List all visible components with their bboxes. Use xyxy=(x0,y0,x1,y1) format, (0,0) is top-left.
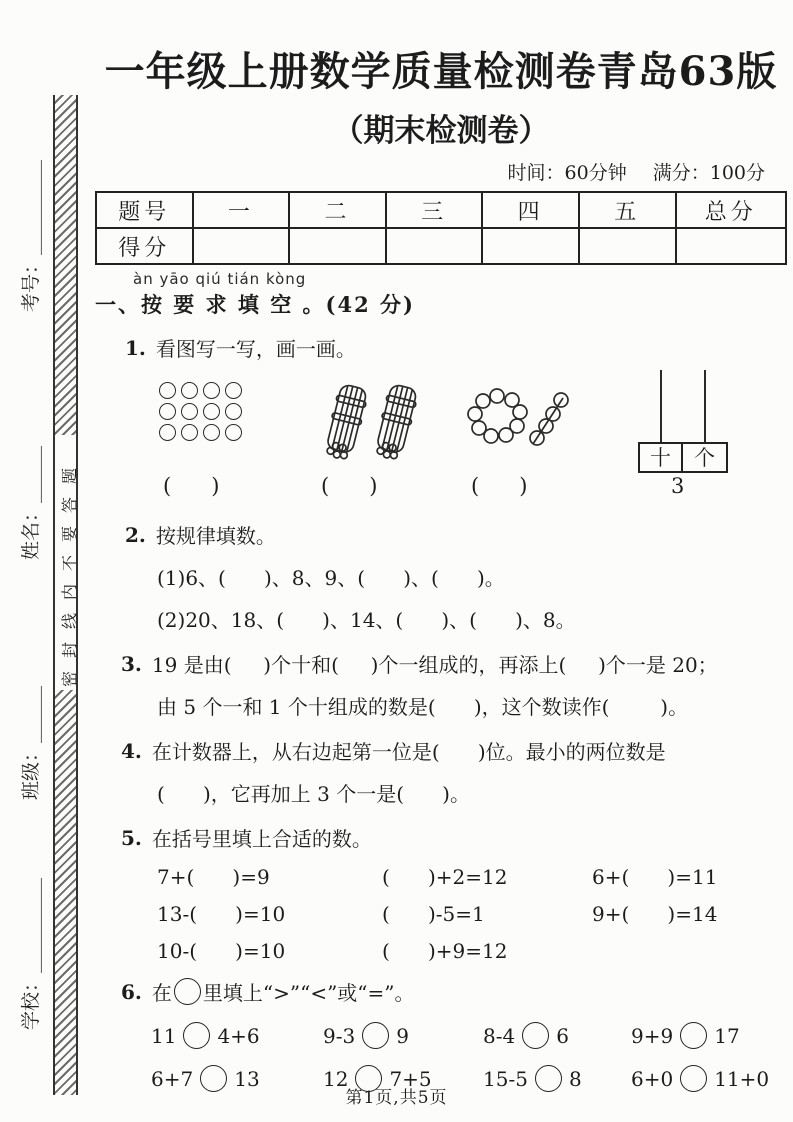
question-2-line-1: (1)6、( )、8、9、( )、( )。 xyxy=(157,566,505,590)
circle-counter xyxy=(203,382,220,399)
answer-blank: ( ) xyxy=(321,474,378,498)
answer-blank: ( ) xyxy=(163,474,220,498)
question-3-number: 3. xyxy=(121,651,142,676)
left-expression: 15-5 xyxy=(483,1066,528,1091)
seal-hatch-bottom xyxy=(55,690,76,1095)
circle-counter xyxy=(181,424,198,441)
question-6-text xyxy=(121,977,787,1006)
counting-circles-figure xyxy=(159,382,242,441)
compare-circle-blank xyxy=(680,1022,707,1049)
circle-counter xyxy=(203,424,220,441)
score-cell xyxy=(579,228,676,264)
comparison-item xyxy=(323,1022,483,1049)
comparison-item xyxy=(631,1022,787,1049)
score-cell xyxy=(482,228,579,264)
place-value-counter-figure xyxy=(635,370,731,473)
score-cell xyxy=(386,228,483,264)
question-3-line-1 xyxy=(121,649,787,678)
equation: 9+( )=14 xyxy=(592,902,718,926)
class-field: 班级：______ xyxy=(20,685,42,800)
right-expression: 7+5 xyxy=(389,1066,432,1091)
equation: 13-( )=10 xyxy=(157,902,286,926)
seal-line-strip xyxy=(53,95,78,1095)
left-expression: 9-3 xyxy=(323,1023,356,1048)
exam-info-line xyxy=(95,158,787,185)
section-5-header: 五 xyxy=(579,192,676,228)
section-1-heading: 一、按 要 求 填 空 。(42 分) xyxy=(95,292,415,317)
right-expression: 11+0 xyxy=(714,1066,770,1091)
circle-counter xyxy=(159,424,176,441)
bead-ring-figure xyxy=(463,382,573,470)
circle-counter xyxy=(181,403,198,420)
left-expression: 6+7 xyxy=(151,1066,194,1091)
section-3-header: 三 xyxy=(386,192,483,228)
seal-hatch-top xyxy=(55,95,76,435)
question-5-prompt: 在括号里填上合适的数。 xyxy=(151,827,372,851)
circle-counter xyxy=(225,382,242,399)
equation: 10-( )=10 xyxy=(157,939,286,963)
circle-counter xyxy=(203,403,220,420)
question-2-text xyxy=(125,520,787,549)
right-expression: 4+6 xyxy=(217,1023,260,1048)
right-expression: 9 xyxy=(396,1023,409,1048)
circle-counter xyxy=(159,403,176,420)
seal-warning-text: 密封线内不要答题 xyxy=(60,454,79,687)
question-5-row-2 xyxy=(157,902,787,926)
question-5-row-3 xyxy=(157,939,787,963)
right-expression: 13 xyxy=(234,1066,260,1091)
ones-label: 个 xyxy=(683,442,728,473)
compare-circle-icon xyxy=(174,978,201,1005)
left-expression: 6+0 xyxy=(631,1066,674,1091)
answer-given-value: 3 xyxy=(671,474,685,498)
compare-circle-blank xyxy=(362,1022,389,1049)
score-table xyxy=(95,191,787,265)
left-expression: 8-4 xyxy=(483,1023,516,1048)
question-6-row-1 xyxy=(151,1022,787,1049)
left-expression: 9+9 xyxy=(631,1023,674,1048)
question-6-suffix: 里填上“>”“<”或“=”。 xyxy=(202,981,415,1005)
paper-subtitle: （期末检测卷） xyxy=(332,113,550,149)
question-1-number: 1. xyxy=(125,335,146,360)
comparison-item xyxy=(483,1022,631,1049)
question-4-number: 4. xyxy=(121,738,142,763)
score-cell xyxy=(676,228,786,264)
equation: 7+( )=9 xyxy=(157,865,270,889)
question-number-header: 题号 xyxy=(96,192,193,228)
circle-counter xyxy=(225,424,242,441)
ones-rod xyxy=(704,370,706,442)
main-content xyxy=(95,0,787,1122)
page-number-footer: 第1页,共5页 xyxy=(345,1088,448,1108)
counter-rods xyxy=(660,370,707,442)
left-expression: 12 xyxy=(323,1066,349,1091)
question-1-text xyxy=(125,333,787,362)
compare-circle-blank xyxy=(522,1022,549,1049)
paper-title: 一年级上册数学质量检测卷青岛63版 xyxy=(104,48,778,95)
score-cell xyxy=(289,228,386,264)
circle-counter xyxy=(225,403,242,420)
score-table-header-row xyxy=(96,192,786,228)
question-2-prompt: 按规律填数。 xyxy=(155,524,276,548)
left-expression: 11 xyxy=(151,1023,177,1048)
seal-text-wrap xyxy=(55,435,79,690)
right-expression: 17 xyxy=(714,1023,740,1048)
section-2-header: 二 xyxy=(289,192,386,228)
pinyin-annotation: àn yāo qiú tián kòng xyxy=(133,270,307,288)
equation: ( )+2=12 xyxy=(382,865,508,889)
tens-rod xyxy=(660,370,662,442)
student-name-field: 姓名：______ xyxy=(20,445,42,560)
question-5-text xyxy=(121,823,787,852)
score-cell xyxy=(193,228,290,264)
right-expression: 8 xyxy=(568,1066,582,1091)
counter-base xyxy=(638,442,728,473)
question-4-line-2: ( )，它再加上 3 个一是( )。 xyxy=(157,782,470,806)
question-1-answer-blanks xyxy=(95,474,787,508)
equation: ( )+9=12 xyxy=(382,939,508,963)
question-3-line-2: 由 5 个一和 1 个十组成的数是( )，这个数读作( )。 xyxy=(157,695,689,719)
score-row-label: 得分 xyxy=(96,228,193,264)
question-3-prompt: 19 是由( )个十和( )个一组成的，再添上( )个一是 20； xyxy=(151,653,718,677)
section-4-header: 四 xyxy=(482,192,579,228)
section-1-header: 一 xyxy=(193,192,290,228)
circle-counter xyxy=(159,382,176,399)
question-1-figures xyxy=(95,374,787,474)
exam-number-field: 考号：__________ xyxy=(20,159,42,312)
equation: ( )-5=1 xyxy=(382,902,485,926)
full-score: 满分：100分 xyxy=(652,162,765,184)
question-2-number: 2. xyxy=(125,522,146,547)
equation xyxy=(592,939,787,963)
question-6-prefix: 在 xyxy=(151,981,172,1005)
question-4-line-1 xyxy=(121,736,787,765)
compare-circle-blank xyxy=(183,1022,210,1049)
total-score-header: 总分 xyxy=(676,192,786,228)
time-limit: 时间：60分钟 xyxy=(507,162,627,184)
answer-blank: ( ) xyxy=(471,474,528,498)
score-table-score-row xyxy=(96,228,786,264)
equation: 6+( )=11 xyxy=(592,865,718,889)
right-expression: 6 xyxy=(556,1023,569,1048)
stick-bundles-figure xyxy=(317,374,427,474)
question-1-prompt: 看图写一写，画一画。 xyxy=(155,337,356,361)
circle-counter xyxy=(181,382,198,399)
question-5-row-1 xyxy=(157,865,787,889)
school-field: 学校：__________ xyxy=(20,877,42,1030)
question-5-number: 5. xyxy=(121,825,142,850)
tens-label: 十 xyxy=(638,442,683,473)
comparison-item xyxy=(151,1022,323,1049)
question-2-line-2: (2)20、18、( )、14、( )、( )、8。 xyxy=(157,608,576,632)
seal-sidebar xyxy=(0,0,92,1122)
question-6-number: 6. xyxy=(121,979,142,1004)
question-4-prompt: 在计数器上，从右边起第一位是( )位。最小的两位数是 xyxy=(151,740,666,764)
